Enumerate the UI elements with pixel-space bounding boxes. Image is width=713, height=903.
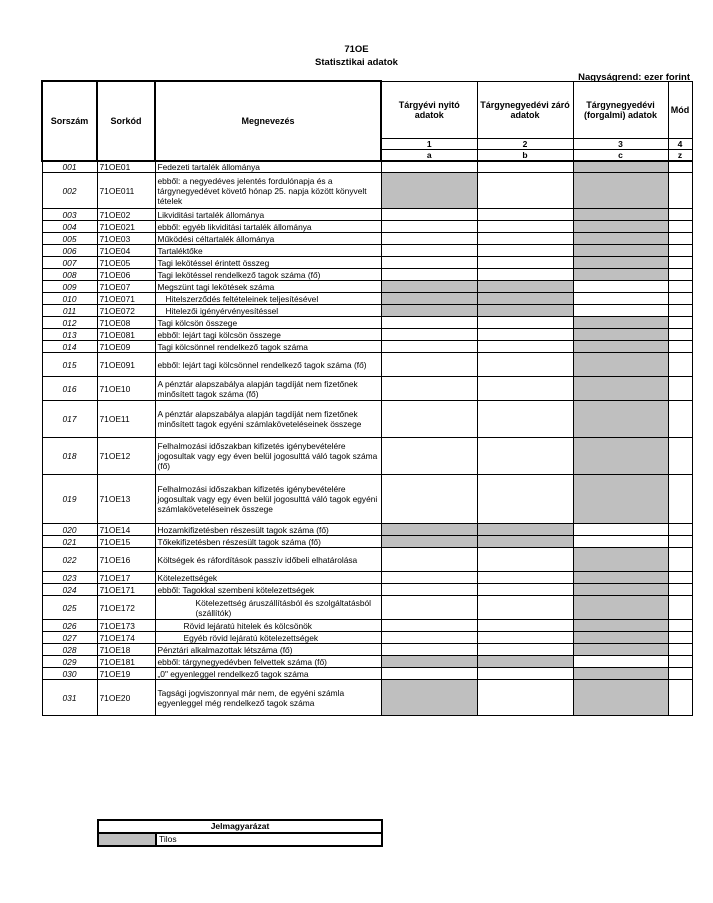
input-cell[interactable] <box>573 305 668 317</box>
disabled-cell <box>477 536 573 548</box>
disabled-cell <box>573 245 668 257</box>
table-row <box>42 572 692 584</box>
row-number: 030 <box>42 668 97 680</box>
form-code: 71OE <box>344 44 369 55</box>
table-row <box>42 596 692 620</box>
row-number: 027 <box>42 632 97 644</box>
disabled-cell <box>573 221 668 233</box>
disabled-cell <box>573 620 668 632</box>
input-cell[interactable] <box>668 269 692 281</box>
input-cell[interactable] <box>668 305 692 317</box>
input-cell[interactable] <box>477 548 573 572</box>
row-label: Hozamkifizetésben részesült tagok száma (fő) <box>155 524 381 536</box>
row-label: Felhalmozási időszakban kifizetés igénybevételére jogosultak vagy egy éven belül jogosulttá váló tagok száma (fő) <box>155 438 381 475</box>
input-cell[interactable] <box>477 161 573 173</box>
input-cell[interactable] <box>477 584 573 596</box>
input-cell[interactable] <box>668 524 692 536</box>
input-cell[interactable] <box>668 644 692 656</box>
row-code: 71OE12 <box>97 438 155 475</box>
row-code: 71OE20 <box>97 680 155 716</box>
input-cell[interactable] <box>477 668 573 680</box>
row-number: 003 <box>42 209 97 221</box>
row-label: ebből: lejárt tagi kölcsönnel rendelkező tagok száma (fő) <box>155 353 381 377</box>
row-code: 71OE174 <box>97 632 155 644</box>
legend-table <box>97 819 383 847</box>
input-cell[interactable] <box>477 221 573 233</box>
disabled-cell <box>573 668 668 680</box>
input-cell[interactable] <box>477 173 573 209</box>
table-row <box>42 281 692 293</box>
row-label: Tagsági jogviszonnyal már nem, de egyéni számla egyenleggel még rendelkező tagok száma <box>155 680 381 716</box>
table-row <box>42 209 692 221</box>
row-label: „0" egyenleggel rendelkező tagok száma <box>155 668 381 680</box>
disabled-cell <box>573 475 668 524</box>
input-cell[interactable] <box>381 209 477 221</box>
row-code: 71OE173 <box>97 620 155 632</box>
row-number: 009 <box>42 281 97 293</box>
row-label: Hitelszerződés feltételeinek teljesítésével <box>155 293 381 305</box>
row-number: 017 <box>42 401 97 438</box>
col-letter: z <box>668 149 692 161</box>
input-cell[interactable] <box>381 438 477 475</box>
row-number: 002 <box>42 173 97 209</box>
row-label: Kötelezettségek <box>155 572 381 584</box>
input-cell[interactable] <box>668 245 692 257</box>
disabled-cell <box>477 305 573 317</box>
row-code: 71OE06 <box>97 269 155 281</box>
col-letter: c <box>573 149 668 161</box>
row-code: 71OE15 <box>97 536 155 548</box>
table-row <box>42 475 692 524</box>
row-number: 007 <box>42 257 97 269</box>
row-code: 71OE011 <box>97 173 155 209</box>
row-code: 71OE172 <box>97 596 155 620</box>
input-cell[interactable] <box>381 161 477 173</box>
input-cell[interactable] <box>381 233 477 245</box>
table-row <box>42 173 692 209</box>
row-number: 019 <box>42 475 97 524</box>
disabled-cell <box>573 269 668 281</box>
disabled-cell <box>573 548 668 572</box>
header-sorkod: Sorkód <box>97 81 155 161</box>
input-cell[interactable] <box>668 656 692 668</box>
table-body <box>42 161 692 716</box>
input-cell[interactable] <box>381 377 477 401</box>
input-cell[interactable] <box>381 221 477 233</box>
input-cell[interactable] <box>668 680 692 716</box>
disabled-cell <box>381 536 477 548</box>
input-cell[interactable] <box>381 572 477 584</box>
row-label: Tagi kölcsön összege <box>155 317 381 329</box>
input-cell[interactable] <box>477 644 573 656</box>
row-number: 011 <box>42 305 97 317</box>
disabled-cell <box>573 401 668 438</box>
input-cell[interactable] <box>477 475 573 524</box>
row-label: Pénztári alkalmazottak létszáma (fő) <box>155 644 381 656</box>
row-code: 71OE05 <box>97 257 155 269</box>
table-row <box>42 317 692 329</box>
disabled-cell <box>573 680 668 716</box>
disabled-cell <box>573 438 668 475</box>
row-label: Tőkekifizetésben részesült tagok száma (fő) <box>155 536 381 548</box>
input-cell[interactable] <box>381 401 477 438</box>
row-label: ebből: tárgynegyedévben felvettek száma (fő) <box>155 656 381 668</box>
col-number: 2 <box>477 138 573 149</box>
table-row <box>42 536 692 548</box>
input-cell[interactable] <box>381 596 477 620</box>
input-cell[interactable] <box>668 536 692 548</box>
row-number: 008 <box>42 269 97 281</box>
disabled-cell <box>381 680 477 716</box>
row-label: A pénztár alapszabálya alapján tagdíját nem fizetőnek minősített tagok egyéni számlaköveteléseinek összege <box>155 401 381 438</box>
row-code: 71OE072 <box>97 305 155 317</box>
row-number: 010 <box>42 293 97 305</box>
table-row <box>42 245 692 257</box>
disabled-cell <box>381 293 477 305</box>
table-row <box>42 401 692 438</box>
input-cell[interactable] <box>477 632 573 644</box>
input-cell[interactable] <box>477 401 573 438</box>
input-cell[interactable] <box>668 317 692 329</box>
input-cell[interactable] <box>381 329 477 341</box>
header-col4: Mód <box>668 81 692 138</box>
row-number: 005 <box>42 233 97 245</box>
table-row <box>42 438 692 475</box>
disabled-cell <box>573 341 668 353</box>
input-cell[interactable] <box>573 524 668 536</box>
row-number: 020 <box>42 524 97 536</box>
input-cell[interactable] <box>573 281 668 293</box>
legend-swatch <box>98 833 156 846</box>
input-cell[interactable] <box>668 233 692 245</box>
table-row <box>42 353 692 377</box>
row-number: 013 <box>42 329 97 341</box>
table-row <box>42 620 692 632</box>
table-row <box>42 524 692 536</box>
row-label: Fedezeti tartalék állománya <box>155 161 381 173</box>
disabled-cell <box>573 596 668 620</box>
table-row <box>42 341 692 353</box>
input-cell[interactable] <box>381 245 477 257</box>
input-cell[interactable] <box>477 209 573 221</box>
input-cell[interactable] <box>573 293 668 305</box>
col-number: 4 <box>668 138 692 149</box>
row-label: Költségek és ráfordítások passzív időbeli elhatárolása <box>155 548 381 572</box>
unit-label: Nagyságrend: ezer forint <box>578 72 690 83</box>
row-code: 71OE181 <box>97 656 155 668</box>
row-label: Működési céltartalék állománya <box>155 233 381 245</box>
input-cell[interactable] <box>668 281 692 293</box>
input-cell[interactable] <box>668 584 692 596</box>
input-cell[interactable] <box>381 548 477 572</box>
row-label: Tagi kölcsönnel rendelkező tagok száma <box>155 341 381 353</box>
row-number: 006 <box>42 245 97 257</box>
disabled-cell <box>573 173 668 209</box>
input-cell[interactable] <box>477 233 573 245</box>
disabled-cell <box>381 656 477 668</box>
header-megnevezes: Megnevezés <box>155 81 381 161</box>
col-letter: b <box>477 149 573 161</box>
input-cell[interactable] <box>668 257 692 269</box>
disabled-cell <box>573 257 668 269</box>
disabled-cell <box>573 572 668 584</box>
row-code: 71OE18 <box>97 644 155 656</box>
row-label: Tartaléktőke <box>155 245 381 257</box>
table-row <box>42 680 692 716</box>
row-code: 71OE091 <box>97 353 155 377</box>
input-cell[interactable] <box>668 572 692 584</box>
input-cell[interactable] <box>381 475 477 524</box>
row-number: 018 <box>42 438 97 475</box>
row-number: 014 <box>42 341 97 353</box>
row-number: 024 <box>42 584 97 596</box>
table-row <box>42 548 692 572</box>
disabled-cell <box>573 317 668 329</box>
legend-item: Tilos <box>156 833 382 846</box>
row-number: 023 <box>42 572 97 584</box>
input-cell[interactable] <box>668 548 692 572</box>
disabled-cell <box>477 656 573 668</box>
input-cell[interactable] <box>668 620 692 632</box>
table-row <box>42 668 692 680</box>
table-row <box>42 305 692 317</box>
table-row <box>42 257 692 269</box>
row-code: 71OE16 <box>97 548 155 572</box>
disabled-cell <box>477 524 573 536</box>
disabled-cell <box>381 173 477 209</box>
table-row <box>42 584 692 596</box>
input-cell[interactable] <box>477 596 573 620</box>
disabled-cell <box>573 644 668 656</box>
row-code: 71OE19 <box>97 668 155 680</box>
row-number: 029 <box>42 656 97 668</box>
legend-title: Jelmagyarázat <box>98 820 382 833</box>
disabled-cell <box>381 305 477 317</box>
input-cell[interactable] <box>668 475 692 524</box>
input-cell[interactable] <box>381 269 477 281</box>
row-number: 004 <box>42 221 97 233</box>
input-cell[interactable] <box>381 353 477 377</box>
input-cell[interactable] <box>668 161 692 173</box>
input-cell[interactable] <box>668 596 692 620</box>
input-cell[interactable] <box>668 632 692 644</box>
disabled-cell <box>573 161 668 173</box>
input-cell[interactable] <box>381 668 477 680</box>
input-cell[interactable] <box>477 245 573 257</box>
row-code: 71OE10 <box>97 377 155 401</box>
row-label: A pénztár alapszabálya alapján tagdíját nem fizetőnek minősített tagok száma (fő) <box>155 377 381 401</box>
row-code: 71OE11 <box>97 401 155 438</box>
table-row <box>42 644 692 656</box>
header-col1: Tárgyévi nyitó adatok <box>381 81 477 138</box>
row-label: Megszünt tagi lekötések száma <box>155 281 381 293</box>
row-code: 71OE14 <box>97 524 155 536</box>
row-number: 021 <box>42 536 97 548</box>
row-label: Tagi lekötéssel rendelkező tagok száma (fő) <box>155 269 381 281</box>
table-row <box>42 377 692 401</box>
disabled-cell <box>381 524 477 536</box>
disabled-cell <box>477 281 573 293</box>
disabled-cell <box>477 293 573 305</box>
header-col3: Tárgynegyedévi (forgalmi) adatok <box>573 81 668 138</box>
disabled-cell <box>573 632 668 644</box>
row-code: 71OE01 <box>97 161 155 173</box>
form-title: Statisztikai adatok <box>315 57 398 68</box>
row-code: 71OE171 <box>97 584 155 596</box>
row-code: 71OE17 <box>97 572 155 584</box>
row-number: 012 <box>42 317 97 329</box>
row-code: 71OE07 <box>97 281 155 293</box>
input-cell[interactable] <box>477 317 573 329</box>
table-row <box>42 329 692 341</box>
input-cell[interactable] <box>477 257 573 269</box>
input-cell[interactable] <box>381 632 477 644</box>
disabled-cell <box>573 584 668 596</box>
disabled-cell <box>381 281 477 293</box>
row-code: 71OE071 <box>97 293 155 305</box>
row-number: 001 <box>42 161 97 173</box>
disabled-cell <box>573 377 668 401</box>
input-cell[interactable] <box>477 620 573 632</box>
row-number: 031 <box>42 680 97 716</box>
input-cell[interactable] <box>668 221 692 233</box>
header-col2: Tárgynegyedévi záró adatok <box>477 81 573 138</box>
col-number: 3 <box>573 138 668 149</box>
input-cell[interactable] <box>668 329 692 341</box>
row-code: 71OE13 <box>97 475 155 524</box>
input-cell[interactable] <box>381 584 477 596</box>
row-code: 71OE04 <box>97 245 155 257</box>
input-cell[interactable] <box>477 377 573 401</box>
input-cell[interactable] <box>668 293 692 305</box>
row-label: Tagi lekötéssel érintett összeg <box>155 257 381 269</box>
table-row <box>42 221 692 233</box>
row-code: 71OE021 <box>97 221 155 233</box>
disabled-cell <box>573 233 668 245</box>
row-code: 71OE08 <box>97 317 155 329</box>
input-cell[interactable] <box>477 269 573 281</box>
table-row <box>42 233 692 245</box>
row-label: Kötelezettség áruszállításból és szolgáltatásból (szállítók) <box>155 596 381 620</box>
input-cell[interactable] <box>668 438 692 475</box>
input-cell[interactable] <box>573 536 668 548</box>
row-number: 026 <box>42 620 97 632</box>
row-code: 71OE081 <box>97 329 155 341</box>
input-cell[interactable] <box>381 620 477 632</box>
input-cell[interactable] <box>477 680 573 716</box>
input-cell[interactable] <box>381 257 477 269</box>
input-cell[interactable] <box>381 317 477 329</box>
input-cell[interactable] <box>477 353 573 377</box>
input-cell[interactable] <box>477 572 573 584</box>
row-label: ebből: a negyedéves jelentés fordulónapja és a tárgynegyedévet követő hónap 25. napja között könyvelt tételek <box>155 173 381 209</box>
row-label: Likviditási tartalék állománya <box>155 209 381 221</box>
input-cell[interactable] <box>668 668 692 680</box>
table-row <box>42 632 692 644</box>
input-cell[interactable] <box>381 341 477 353</box>
input-cell[interactable] <box>668 341 692 353</box>
table-row <box>42 161 692 173</box>
row-label: ebből: lejárt tagi kölcsön összege <box>155 329 381 341</box>
header-sorszam: Sorszám <box>42 81 97 161</box>
row-label: Egyéb rövid lejáratú kötelezettségek <box>155 632 381 644</box>
row-number: 015 <box>42 353 97 377</box>
row-label: Rövid lejáratú hitelek és kölcsönök <box>155 620 381 632</box>
row-code: 71OE09 <box>97 341 155 353</box>
row-number: 022 <box>42 548 97 572</box>
input-cell[interactable] <box>477 329 573 341</box>
table-row <box>42 293 692 305</box>
row-label: Felhalmozási időszakban kifizetés igénybevételére jogosultak vagy egy éven belül jogosulttá váló tagok egyéni számlaköveteléseinek összege <box>155 475 381 524</box>
input-cell[interactable] <box>668 353 692 377</box>
disabled-cell <box>573 329 668 341</box>
col-number: 1 <box>381 138 477 149</box>
input-cell[interactable] <box>668 173 692 209</box>
row-code: 71OE03 <box>97 233 155 245</box>
statistics-table <box>41 80 693 716</box>
row-label: ebből: egyéb likviditási tartalék állománya <box>155 221 381 233</box>
table-row <box>42 656 692 668</box>
input-cell[interactable] <box>477 438 573 475</box>
row-label: Hitelezői igényérvényesítéssel <box>155 305 381 317</box>
row-number: 028 <box>42 644 97 656</box>
table-row <box>42 269 692 281</box>
input-cell[interactable] <box>668 209 692 221</box>
row-number: 016 <box>42 377 97 401</box>
input-cell[interactable] <box>668 377 692 401</box>
disabled-cell <box>573 353 668 377</box>
input-cell[interactable] <box>381 644 477 656</box>
col-letter: a <box>381 149 477 161</box>
input-cell[interactable] <box>573 656 668 668</box>
row-label: ebből: Tagokkal szembeni kötelezettségek <box>155 584 381 596</box>
row-number: 025 <box>42 596 97 620</box>
disabled-cell <box>573 209 668 221</box>
row-code: 71OE02 <box>97 209 155 221</box>
input-cell[interactable] <box>477 341 573 353</box>
input-cell[interactable] <box>668 401 692 438</box>
